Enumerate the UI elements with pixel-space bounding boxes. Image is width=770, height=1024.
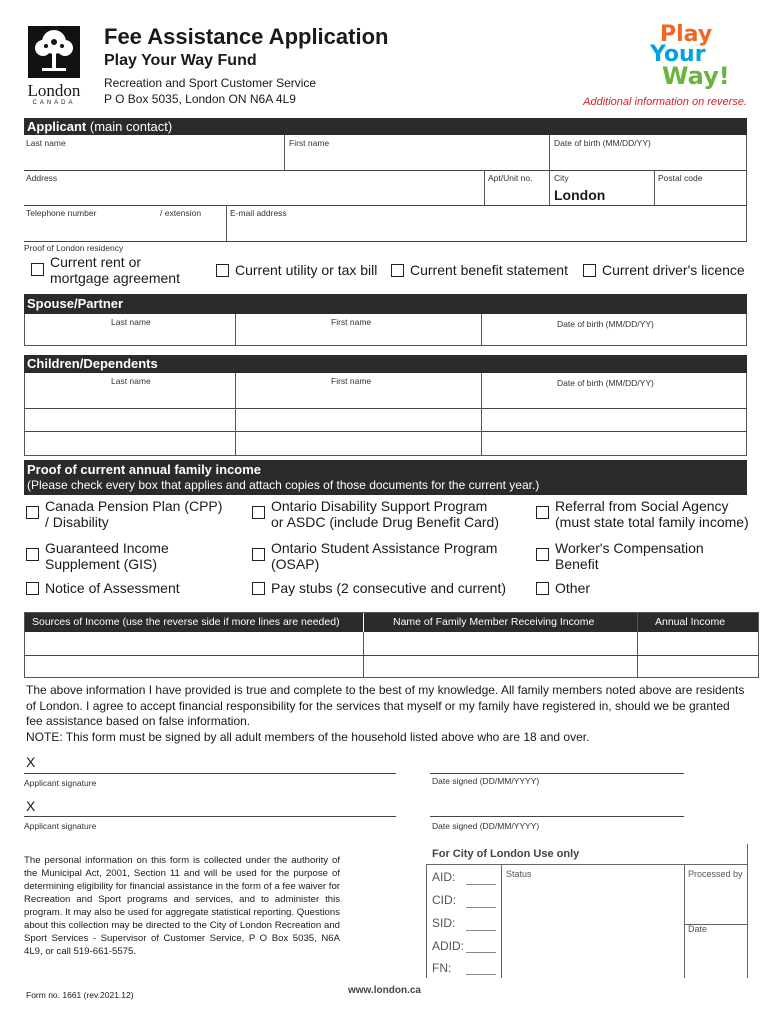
income-noa-checkbox[interactable] bbox=[26, 580, 180, 596]
proof-utility-checkbox[interactable] bbox=[216, 262, 377, 278]
spouse-first-name-label: First name bbox=[331, 317, 372, 327]
office-processed-by-label: Processed by bbox=[688, 869, 743, 879]
proof-rent-line1: Current rent or bbox=[50, 254, 142, 270]
checkbox-icon bbox=[26, 582, 39, 595]
date-line-2[interactable] bbox=[430, 816, 684, 817]
proof-benefit-label: Current benefit statement bbox=[410, 262, 568, 278]
date-line-1[interactable] bbox=[430, 773, 684, 774]
children-last-name-label: Last name bbox=[111, 376, 151, 386]
proof-licence-label: Current driver's licence bbox=[602, 262, 745, 278]
play-your-way-logo bbox=[648, 22, 744, 92]
applicant-apt-label: Apt/Unit no. bbox=[488, 173, 533, 183]
income-other-checkbox[interactable] bbox=[536, 580, 590, 596]
income-paystubs-checkbox[interactable] bbox=[252, 580, 506, 596]
income-table bbox=[24, 612, 759, 678]
income-odsp-line2: or ASDC (include Drug Benefit Card) bbox=[271, 514, 499, 530]
reverse-note: Additional information on reverse. bbox=[583, 96, 747, 108]
col-sources-header: Sources of Income (use the reverse side if more lines are needed) bbox=[32, 616, 340, 628]
office-aid-label: AID: bbox=[432, 870, 456, 884]
london-logo bbox=[22, 24, 86, 104]
applicant-address-label: Address bbox=[26, 173, 58, 183]
checkbox-icon bbox=[391, 264, 404, 277]
applicant-extension-label: / extension bbox=[160, 208, 202, 218]
checkbox-icon bbox=[216, 264, 229, 277]
checkbox-icon bbox=[536, 506, 549, 519]
income-gis-line1: Guaranteed Income bbox=[45, 540, 169, 556]
brand-play: Play bbox=[660, 22, 713, 47]
applicant-bar bbox=[24, 118, 747, 135]
applicant-heading: Applicant bbox=[27, 119, 87, 134]
applicant-phone-label: Telephone number bbox=[26, 208, 97, 218]
brand-your: Your bbox=[650, 42, 706, 67]
applicant-grid bbox=[24, 135, 747, 242]
spouse-heading: Spouse/Partner bbox=[27, 296, 124, 311]
office-use-box bbox=[426, 844, 748, 978]
income-paystubs-label: Pay stubs (2 consecutive and current) bbox=[271, 580, 507, 596]
children-bar bbox=[24, 355, 747, 373]
signature-line-1[interactable] bbox=[24, 773, 396, 774]
privacy-notice: The personal information on this form is collected under the authority of the Municipal Act, 2001, Section 11 and will be used for the purpose of determining eligibility for financial assistance in the form of a fee waiver for Recreation and Sport programs and services, and to administer this program. It may also be used for aggregate statistical reporting. Questions about this collection may be directed to the City of London Recreation and Sport Services - Supervisor of Customer Service, P O Box 5035, N6A 4L9, or call 519-661-5575. bbox=[24, 855, 340, 957]
declaration-note: NOTE: This form must be signed by all adult members of the household listed above who are 18 and over. bbox=[26, 730, 590, 744]
income-other-label: Other bbox=[555, 580, 591, 596]
signature-line-2[interactable] bbox=[24, 816, 396, 817]
applicant-signature-label-2: Applicant signature bbox=[24, 821, 97, 831]
income-wsib-checkbox[interactable] bbox=[536, 540, 704, 572]
income-subheading: (Please check every box that applies and attach copies of those documents for the current year.) bbox=[27, 478, 540, 492]
income-cpp-checkbox[interactable] bbox=[26, 498, 222, 530]
tree-icon bbox=[26, 24, 82, 80]
office-use-heading: For City of London Use only bbox=[432, 848, 580, 860]
col-member-header: Name of Family Member Receiving Income bbox=[393, 616, 595, 628]
date-signed-label-2: Date signed (DD/MM/YYYY) bbox=[432, 821, 540, 831]
checkbox-icon bbox=[26, 506, 39, 519]
signature-x-2: X bbox=[26, 798, 36, 814]
income-gis-checkbox[interactable] bbox=[26, 540, 169, 572]
income-odsp-line1: Ontario Disability Support Program bbox=[271, 498, 488, 514]
income-referral-line1: Referral from Social Agency bbox=[555, 498, 729, 514]
children-grid bbox=[24, 373, 747, 456]
address-line-1: Recreation and Sport Customer Service bbox=[104, 76, 317, 90]
income-odsp-checkbox[interactable] bbox=[252, 498, 499, 530]
applicant-signature-label-1: Applicant signature bbox=[24, 778, 97, 788]
proof-licence-checkbox[interactable] bbox=[583, 262, 745, 278]
applicant-city-label: City bbox=[554, 173, 569, 183]
children-heading: Children/Dependents bbox=[27, 356, 158, 371]
spouse-grid bbox=[24, 314, 747, 346]
income-cpp-line2: / Disability bbox=[45, 514, 109, 530]
income-referral-line2: (must state total family income) bbox=[555, 514, 749, 530]
income-osap-line1: Ontario Student Assistance Program bbox=[271, 540, 498, 556]
checkbox-icon bbox=[252, 506, 265, 519]
spouse-dob-label: Date of birth (MM/DD/YY) bbox=[557, 319, 654, 329]
checkbox-icon bbox=[583, 264, 596, 277]
applicant-last-name-label: Last name bbox=[26, 138, 66, 148]
applicant-first-name-label: First name bbox=[289, 138, 330, 148]
proof-benefit-checkbox[interactable] bbox=[391, 262, 568, 278]
brand-way: Way! bbox=[662, 62, 730, 90]
income-heading: Proof of current annual family income bbox=[27, 462, 262, 477]
office-adid-label: ADID: bbox=[432, 939, 465, 953]
proof-residency-label: Proof of London residency bbox=[24, 243, 124, 253]
income-wsib-line2: Benefit bbox=[555, 556, 599, 572]
logo-text: London bbox=[27, 81, 81, 100]
applicant-email-label: E-mail address bbox=[230, 208, 287, 218]
date-signed-label-1: Date signed (DD/MM/YYYY) bbox=[432, 776, 540, 786]
checkbox-icon bbox=[26, 548, 39, 561]
checkbox-icon bbox=[252, 548, 265, 561]
spouse-bar bbox=[24, 294, 747, 314]
checkbox-icon bbox=[31, 263, 44, 276]
page-title: Fee Assistance Application bbox=[104, 24, 389, 49]
declaration-text: The above information I have provided is true and complete to the best of my knowledge. All family members noted above are residents of London. I agree to accept financial responsibility for the services that myself or my family have registered in, should we be granted fee assistance based on false information. bbox=[26, 683, 745, 728]
signature-x-1: X bbox=[26, 754, 36, 770]
checkbox-icon bbox=[536, 582, 549, 595]
office-cid-label: CID: bbox=[432, 893, 456, 907]
checkbox-icon bbox=[252, 582, 265, 595]
income-osap-line2: (OSAP) bbox=[271, 556, 320, 572]
spouse-last-name-label: Last name bbox=[111, 317, 151, 327]
income-referral-checkbox[interactable] bbox=[536, 498, 749, 530]
applicant-dob-label: Date of birth (MM/DD/YY) bbox=[554, 138, 651, 148]
address-line-2: P O Box 5035, London ON N6A 4L9 bbox=[104, 92, 296, 106]
applicant-heading-sub: (main contact) bbox=[89, 119, 173, 134]
proof-rent-line2: mortgage agreement bbox=[50, 270, 180, 286]
applicant-city-value: London bbox=[554, 187, 606, 203]
children-first-name-label: First name bbox=[331, 376, 372, 386]
office-date-label: Date bbox=[688, 924, 708, 934]
office-sid-label: SID: bbox=[432, 916, 456, 930]
page-subtitle: Play Your Way Fund bbox=[104, 52, 257, 69]
income-bar bbox=[24, 460, 747, 495]
proof-utility-label: Current utility or tax bill bbox=[235, 262, 378, 278]
office-status-label: Status bbox=[506, 869, 532, 879]
income-wsib-line1: Worker's Compensation bbox=[555, 540, 704, 556]
children-dob-label: Date of birth (MM/DD/YY) bbox=[557, 378, 654, 388]
col-annual-header: Annual Income bbox=[655, 616, 726, 628]
website-link[interactable]: www.london.ca bbox=[348, 985, 421, 996]
logo-sub: CANADA bbox=[32, 100, 76, 106]
income-gis-line2: Supplement (GIS) bbox=[45, 556, 158, 572]
applicant-postal-label: Postal code bbox=[658, 173, 703, 183]
form-number: Form no. 1661 (rev.2021.12) bbox=[26, 990, 134, 1000]
proof-rent-checkbox[interactable] bbox=[31, 254, 180, 286]
income-noa-label: Notice of Assessment bbox=[45, 580, 180, 596]
office-fn-label: FN: bbox=[432, 961, 452, 975]
income-cpp-line1: Canada Pension Plan (CPP) bbox=[45, 498, 223, 514]
checkbox-icon bbox=[536, 548, 549, 561]
income-osap-checkbox[interactable] bbox=[252, 540, 497, 572]
